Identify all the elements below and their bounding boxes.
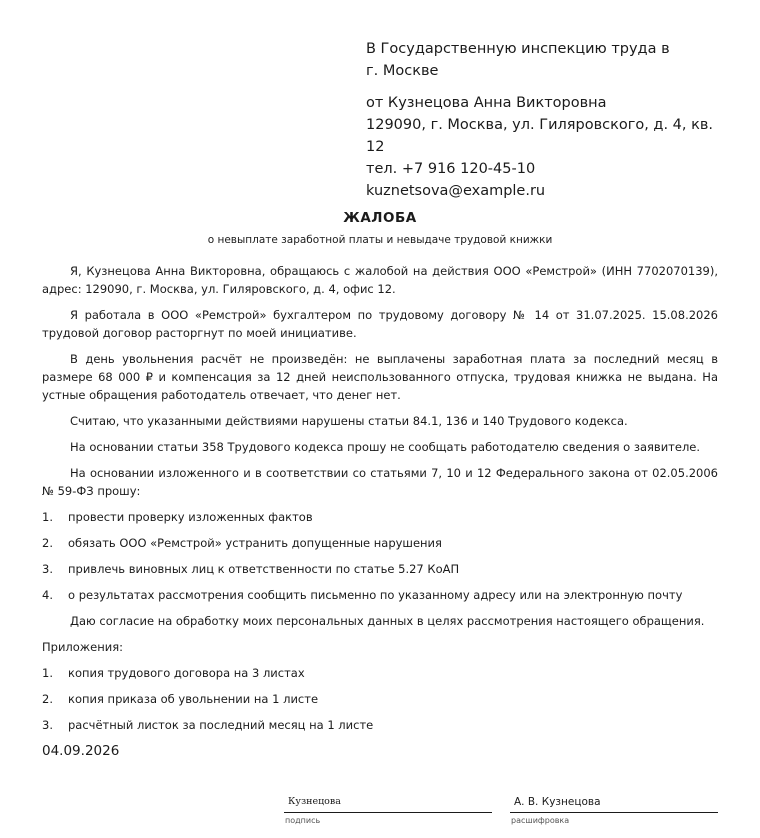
attachments-label: Приложения: bbox=[42, 640, 124, 654]
attachments-list bbox=[42, 664, 718, 734]
list-item-text: копия приказа об увольнении на 1 листе bbox=[68, 692, 319, 706]
list-item bbox=[42, 560, 718, 578]
paragraph-legal-basis: Считаю, что указанными действиями нарушены статьи 84.1, 136 и 140 Трудового кодекса. bbox=[70, 414, 628, 428]
list-item bbox=[42, 586, 718, 604]
list-item-number: 2. bbox=[42, 536, 53, 550]
signature-rule bbox=[284, 812, 492, 813]
paragraph-confidentiality: На основании статьи 358 Трудового кодекса прошу не сообщать работодателю сведения о заявителе. bbox=[70, 440, 701, 454]
list-item-number: 1. bbox=[42, 510, 53, 524]
list-item-text: о результатах рассмотрения сообщить письменно по указанному адресу или на электронную почту bbox=[68, 588, 683, 602]
list-item-number: 1. bbox=[42, 666, 53, 680]
document-date: 04.09.2026 bbox=[42, 743, 120, 759]
recipient-line-2: г. Москве bbox=[366, 63, 439, 79]
signature-value: Кузнецова bbox=[288, 796, 341, 807]
signature-caption: подпись bbox=[285, 816, 321, 825]
request-list bbox=[42, 508, 718, 604]
list-item bbox=[42, 690, 718, 708]
list-item-text: обязать ООО «Ремстрой» устранить допущенные нарушения bbox=[68, 536, 442, 550]
paragraph-request-intro: На основании изложенного и в соответствии со статьями 7, 10 и 12 Федерального закона от 02.05.2006 № 59-ФЗ прошу: bbox=[42, 466, 718, 498]
list-item-number: 3. bbox=[42, 562, 53, 576]
name-decode-field bbox=[510, 794, 718, 834]
sender-name: от Кузнецова Анна Викторовна bbox=[366, 95, 607, 111]
list-item-text: копия трудового договора на 3 листах bbox=[68, 666, 305, 680]
paragraph-complainant: Я, Кузнецова Анна Викторовна, обращаюсь с жалобой на действия ООО «Ремстрой» (ИНН 7702070139), адрес: 129090, г. Москва, ул. Гиляровского, д. 4, офис 12. bbox=[42, 264, 718, 296]
list-item bbox=[42, 716, 718, 734]
name-decode-rule bbox=[510, 812, 718, 813]
recipient-line-1: В Государственную инспекцию труда в bbox=[366, 41, 670, 57]
document-title: ЖАЛОБА bbox=[343, 210, 417, 226]
list-item bbox=[42, 664, 718, 682]
signature-field bbox=[284, 794, 492, 834]
list-item-text: привлечь виновных лиц к ответственности по статье 5.27 КоАП bbox=[68, 562, 460, 576]
list-item-number: 2. bbox=[42, 692, 53, 706]
name-decode-caption: расшифровка bbox=[511, 816, 570, 825]
list-item-text: провести проверку изложенных фактов bbox=[68, 510, 313, 524]
document-body bbox=[42, 262, 718, 742]
addressee-block bbox=[366, 38, 736, 202]
sender-block bbox=[366, 92, 736, 202]
list-item-number: 4. bbox=[42, 588, 53, 602]
paragraph-employment: Я работала в ООО «Ремстрой» бухгалтером по трудовому договору № 14 от 31.07.2025. 15.08.2026 трудовой договор расторгнут по моей инициативе. bbox=[42, 308, 718, 340]
list-item bbox=[42, 508, 718, 526]
document-subtitle: о невыплате заработной платы и невыдаче трудовой книжки bbox=[207, 234, 553, 246]
list-item-text: расчётный листок за последний месяц на 1 листе bbox=[68, 718, 374, 732]
sender-phone: тел. +7 916 120-45-10 bbox=[366, 161, 536, 177]
name-decode-value: А. В. Кузнецова bbox=[514, 796, 601, 808]
list-item bbox=[42, 534, 718, 552]
sender-address: 129090, г. Москва, ул. Гиляровского, д. 4, кв. 12 bbox=[366, 117, 714, 155]
paragraph-consent: Даю согласие на обработку моих персональных данных в целях рассмотрения настоящего обращения. bbox=[70, 614, 705, 628]
list-item-number: 3. bbox=[42, 718, 53, 732]
sender-email: kuznetsova@example.ru bbox=[366, 183, 546, 199]
paragraph-violation-facts: В день увольнения расчёт не произведён: не выплачены заработная плата за последний месяц в размере 68 000 ₽ и компенсация за 12 дней неиспользованного отпуска, трудовая книжка не выдана. На устные обращения работодатель отвечает, что денег нет. bbox=[42, 352, 718, 402]
